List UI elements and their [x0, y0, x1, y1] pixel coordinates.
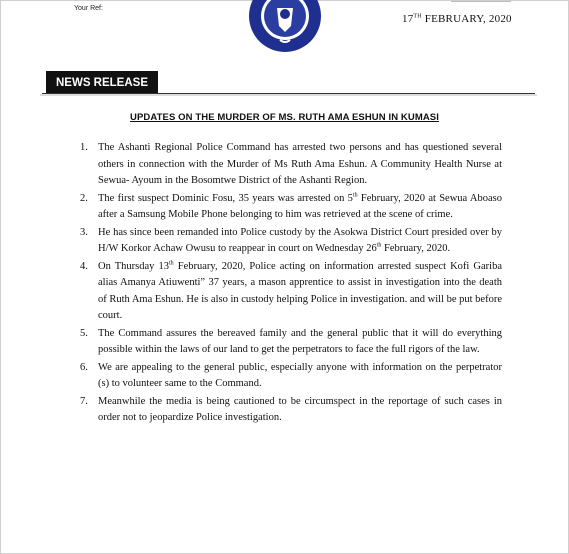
item-text: The first suspect Dominic Fosu, 35 years was arrested on 5	[98, 192, 353, 204]
banner-shadow	[40, 94, 537, 96]
item-number: 3.	[80, 226, 88, 238]
item-text: February, 2020.	[381, 243, 451, 254]
date-day: 17	[402, 13, 414, 25]
ordinal-suffix: th	[352, 192, 358, 198]
item-text: Meanwhile the media is being cautioned to be circumspect in the reportage of such cases in order not to jeopardize Police investigation.	[98, 395, 502, 423]
item-text: On Thursday 13	[98, 260, 169, 272]
item-text: February, 2020, Police acting on information arrested suspect Kofi Gariba alias Amanya Atiuwenti” 37 years, a mason apprentice to assist in investigation into the death of Ruth Ama Eshun. He is also in custody helping Police in investigation. and will be put before court.	[98, 260, 502, 321]
list-item	[72, 259, 502, 325]
item-number: 7.	[80, 395, 88, 407]
ordinal-suffix: th	[376, 242, 382, 249]
ghana-police-logo	[247, 0, 323, 54]
item-number: 5.	[80, 327, 88, 339]
news-release-banner: NEWS RELEASE	[46, 71, 158, 94]
banner-rule	[42, 93, 535, 94]
headline: UPDATES ON THE MURDER OF MS. RUTH AMA ESHUN IN KUMASI	[130, 112, 439, 123]
item-text: He has since been remanded into Police custody by the Asokwa District Court presided over by H/W Korkor Achaw Owusu to reappear in court on Wednesday 26	[98, 226, 502, 254]
item-number: 2.	[80, 192, 88, 204]
item-text: The Ashanti Regional Police Command has arrested two persons and has questioned several others in connection with the Murder of Ms Ruth Ama Eshun. A Community Health Nurse at Sewua- Ayoum in the Bosomtwe District of the Ashanti Region.	[98, 142, 502, 186]
release-date	[402, 13, 512, 25]
list-item	[72, 360, 502, 393]
list-item	[72, 140, 502, 190]
release-items	[72, 140, 502, 428]
item-text: The Command assures the bereaved family and the general public that it will do everything possible within the laws of our land to get the perpetrators to face the full rigors of the law.	[98, 327, 502, 355]
list-item	[72, 225, 502, 258]
item-number: 1.	[80, 142, 88, 153]
list-item	[72, 326, 502, 359]
ordinal-suffix: th	[169, 260, 174, 266]
item-text: February, 2020 at Sewua Aboaso after a Samsung Mobile Phone belonging to him was retrieved at the scene of crime.	[98, 192, 502, 220]
item-number: 6.	[80, 361, 88, 373]
date-rest: FEBRUARY, 2020	[421, 13, 512, 25]
date-suffix: TH	[413, 13, 422, 20]
your-ref-label: Your Ref:	[74, 5, 103, 12]
list-item	[72, 191, 502, 224]
date-rule	[451, 1, 511, 2]
list-item	[72, 394, 502, 427]
item-text: We are appealing to the general public, especially anyone with information on the perpetrator (s) to volunteer same to the Command.	[98, 361, 502, 389]
item-number: 4.	[80, 260, 88, 272]
